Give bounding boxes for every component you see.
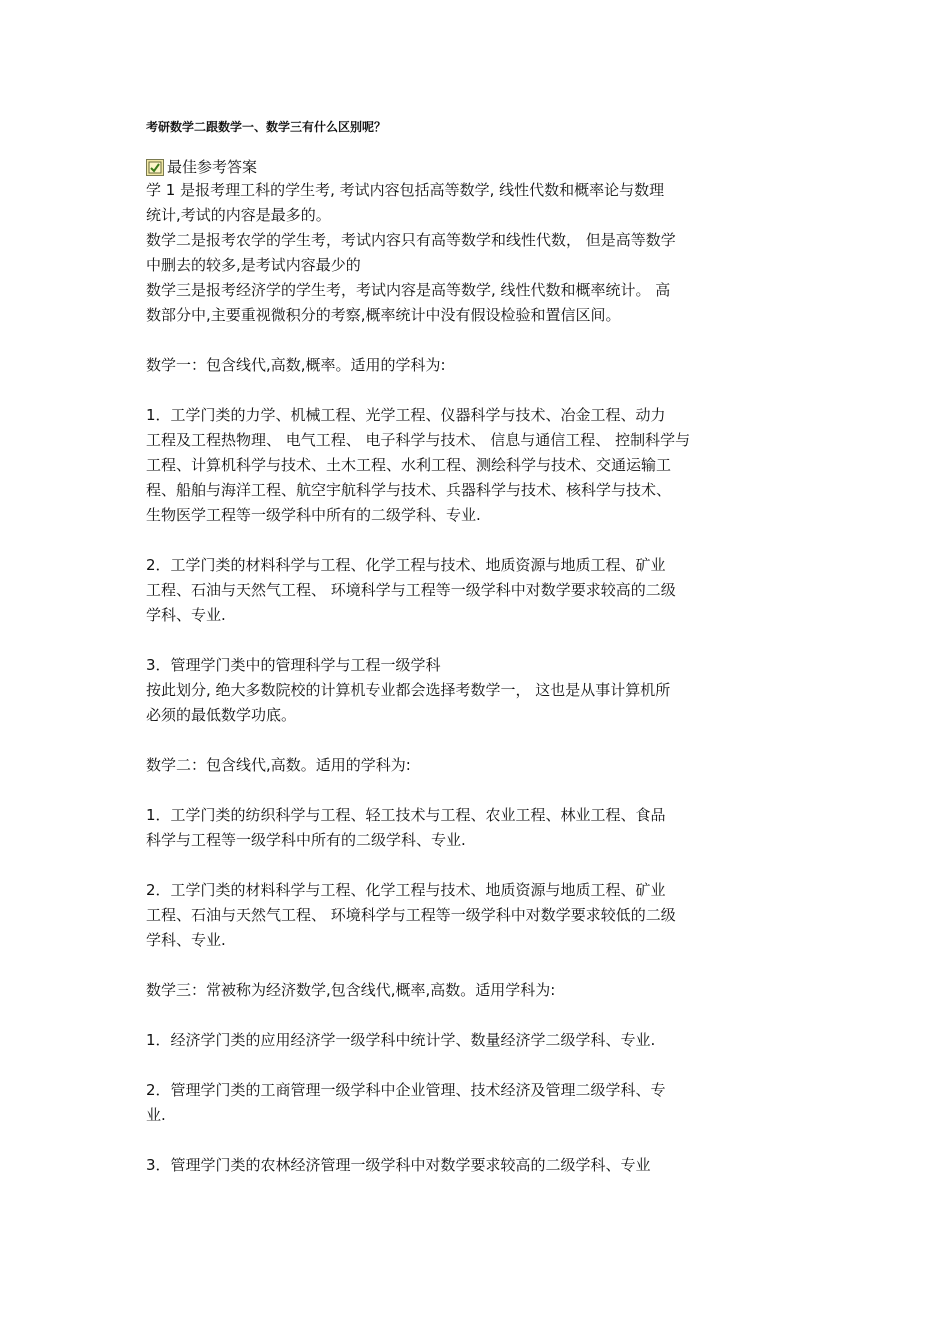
- math3-item2-line: 2．管理学门类的工商管理一级学科中企业管理、技术经济及管理二级学科、专: [146, 1081, 666, 1099]
- intro-line: 统计,考试的内容是最多的。: [146, 206, 331, 224]
- math1-item3-line: 按此划分, 绝大多数院校的计算机专业都会选择考数学一， 这也是从事计算机所: [146, 681, 671, 699]
- math3-item1-line: 1．经济学门类的应用经济学一级学科中统计学、数量经济学二级学科、专业.: [146, 1031, 656, 1049]
- math2-item1-line: 科学与工程等一级学科中所有的二级学科、专业.: [146, 831, 466, 849]
- document-page: [146, 118, 806, 1178]
- intro-line: 学 1 是报考理工科的学生考, 考试内容包括高等数学, 线性代数和概率论与数理: [146, 181, 665, 199]
- math1-heading: 数学一：包含线代,高数,概率。适用的学科为:: [146, 356, 446, 374]
- math1-item1-line: 程、船舶与海洋工程、航空宇航科学与技术、兵器科学与技术、核科学与技术、: [146, 481, 672, 499]
- math3-item3-line: 3．管理学门类的农林经济管理一级学科中对数学要求较高的二级学科、专业: [146, 1156, 651, 1174]
- answer-badge-icon: [146, 159, 164, 176]
- math1-item2-line: 学科、专业.: [146, 606, 226, 624]
- math3-heading: 数学三：常被称为经济数学,包含线代,概率,高数。适用学科为:: [146, 981, 556, 999]
- math2-item1-line: 1．工学门类的纺织科学与工程、轻工技术与工程、农业工程、林业工程、食品: [146, 806, 666, 824]
- best-answer-header: [146, 156, 806, 178]
- intro-line: 数部分中,主要重视微积分的考察,概率统计中没有假设检验和置信区间。: [146, 306, 621, 324]
- math2-heading: 数学二：包含线代,高数。适用的学科为:: [146, 756, 411, 774]
- intro-line: 数学三是报考经济学的学生考，考试内容是高等数学, 线性代数和概率统计。 高: [146, 281, 671, 299]
- intro-line: 数学二是报考农学的学生考，考试内容只有高等数学和线性代数， 但是高等数学: [146, 231, 676, 249]
- math1-item3-line: 必须的最低数学功底。: [146, 706, 297, 724]
- math2-item2-line: 学科、专业.: [146, 931, 226, 949]
- math1-item1-line: 工程、计算机科学与技术、土木工程、水利工程、测绘科学与技术、交通运输工: [146, 456, 672, 474]
- math1-item1-line: 1．工学门类的力学、机械工程、光学工程、仪器科学与技术、冶金工程、动力: [146, 406, 666, 424]
- math2-item2-line: 2．工学门类的材料科学与工程、化学工程与技术、地质资源与地质工程、矿业: [146, 881, 666, 899]
- math1-item1-line: 工程及工程热物理、 电气工程、 电子科学与技术、 信息与通信工程、 控制科学与: [146, 431, 691, 449]
- math3-item2-line: 业.: [146, 1106, 166, 1124]
- question-title: 考研数学二跟数学一、数学三有什么区别呢？: [146, 120, 387, 134]
- best-answer-label: 最佳参考答案: [167, 158, 258, 176]
- math1-item2-line: 工程、石油与天然气工程、 环境科学与工程等一级学科中对数学要求较高的二级: [146, 581, 676, 599]
- intro-line: 中删去的较多,是考试内容最少的: [146, 256, 361, 274]
- math1-item3-line: 3．管理学门类中的管理科学与工程一级学科: [146, 656, 441, 674]
- math2-item2-line: 工程、石油与天然气工程、 环境科学与工程等一级学科中对数学要求较低的二级: [146, 906, 676, 924]
- math1-item2-line: 2．工学门类的材料科学与工程、化学工程与技术、地质资源与地质工程、矿业: [146, 556, 666, 574]
- math1-item1-line: 生物医学工程等一级学科中所有的二级学科、专业.: [146, 506, 481, 524]
